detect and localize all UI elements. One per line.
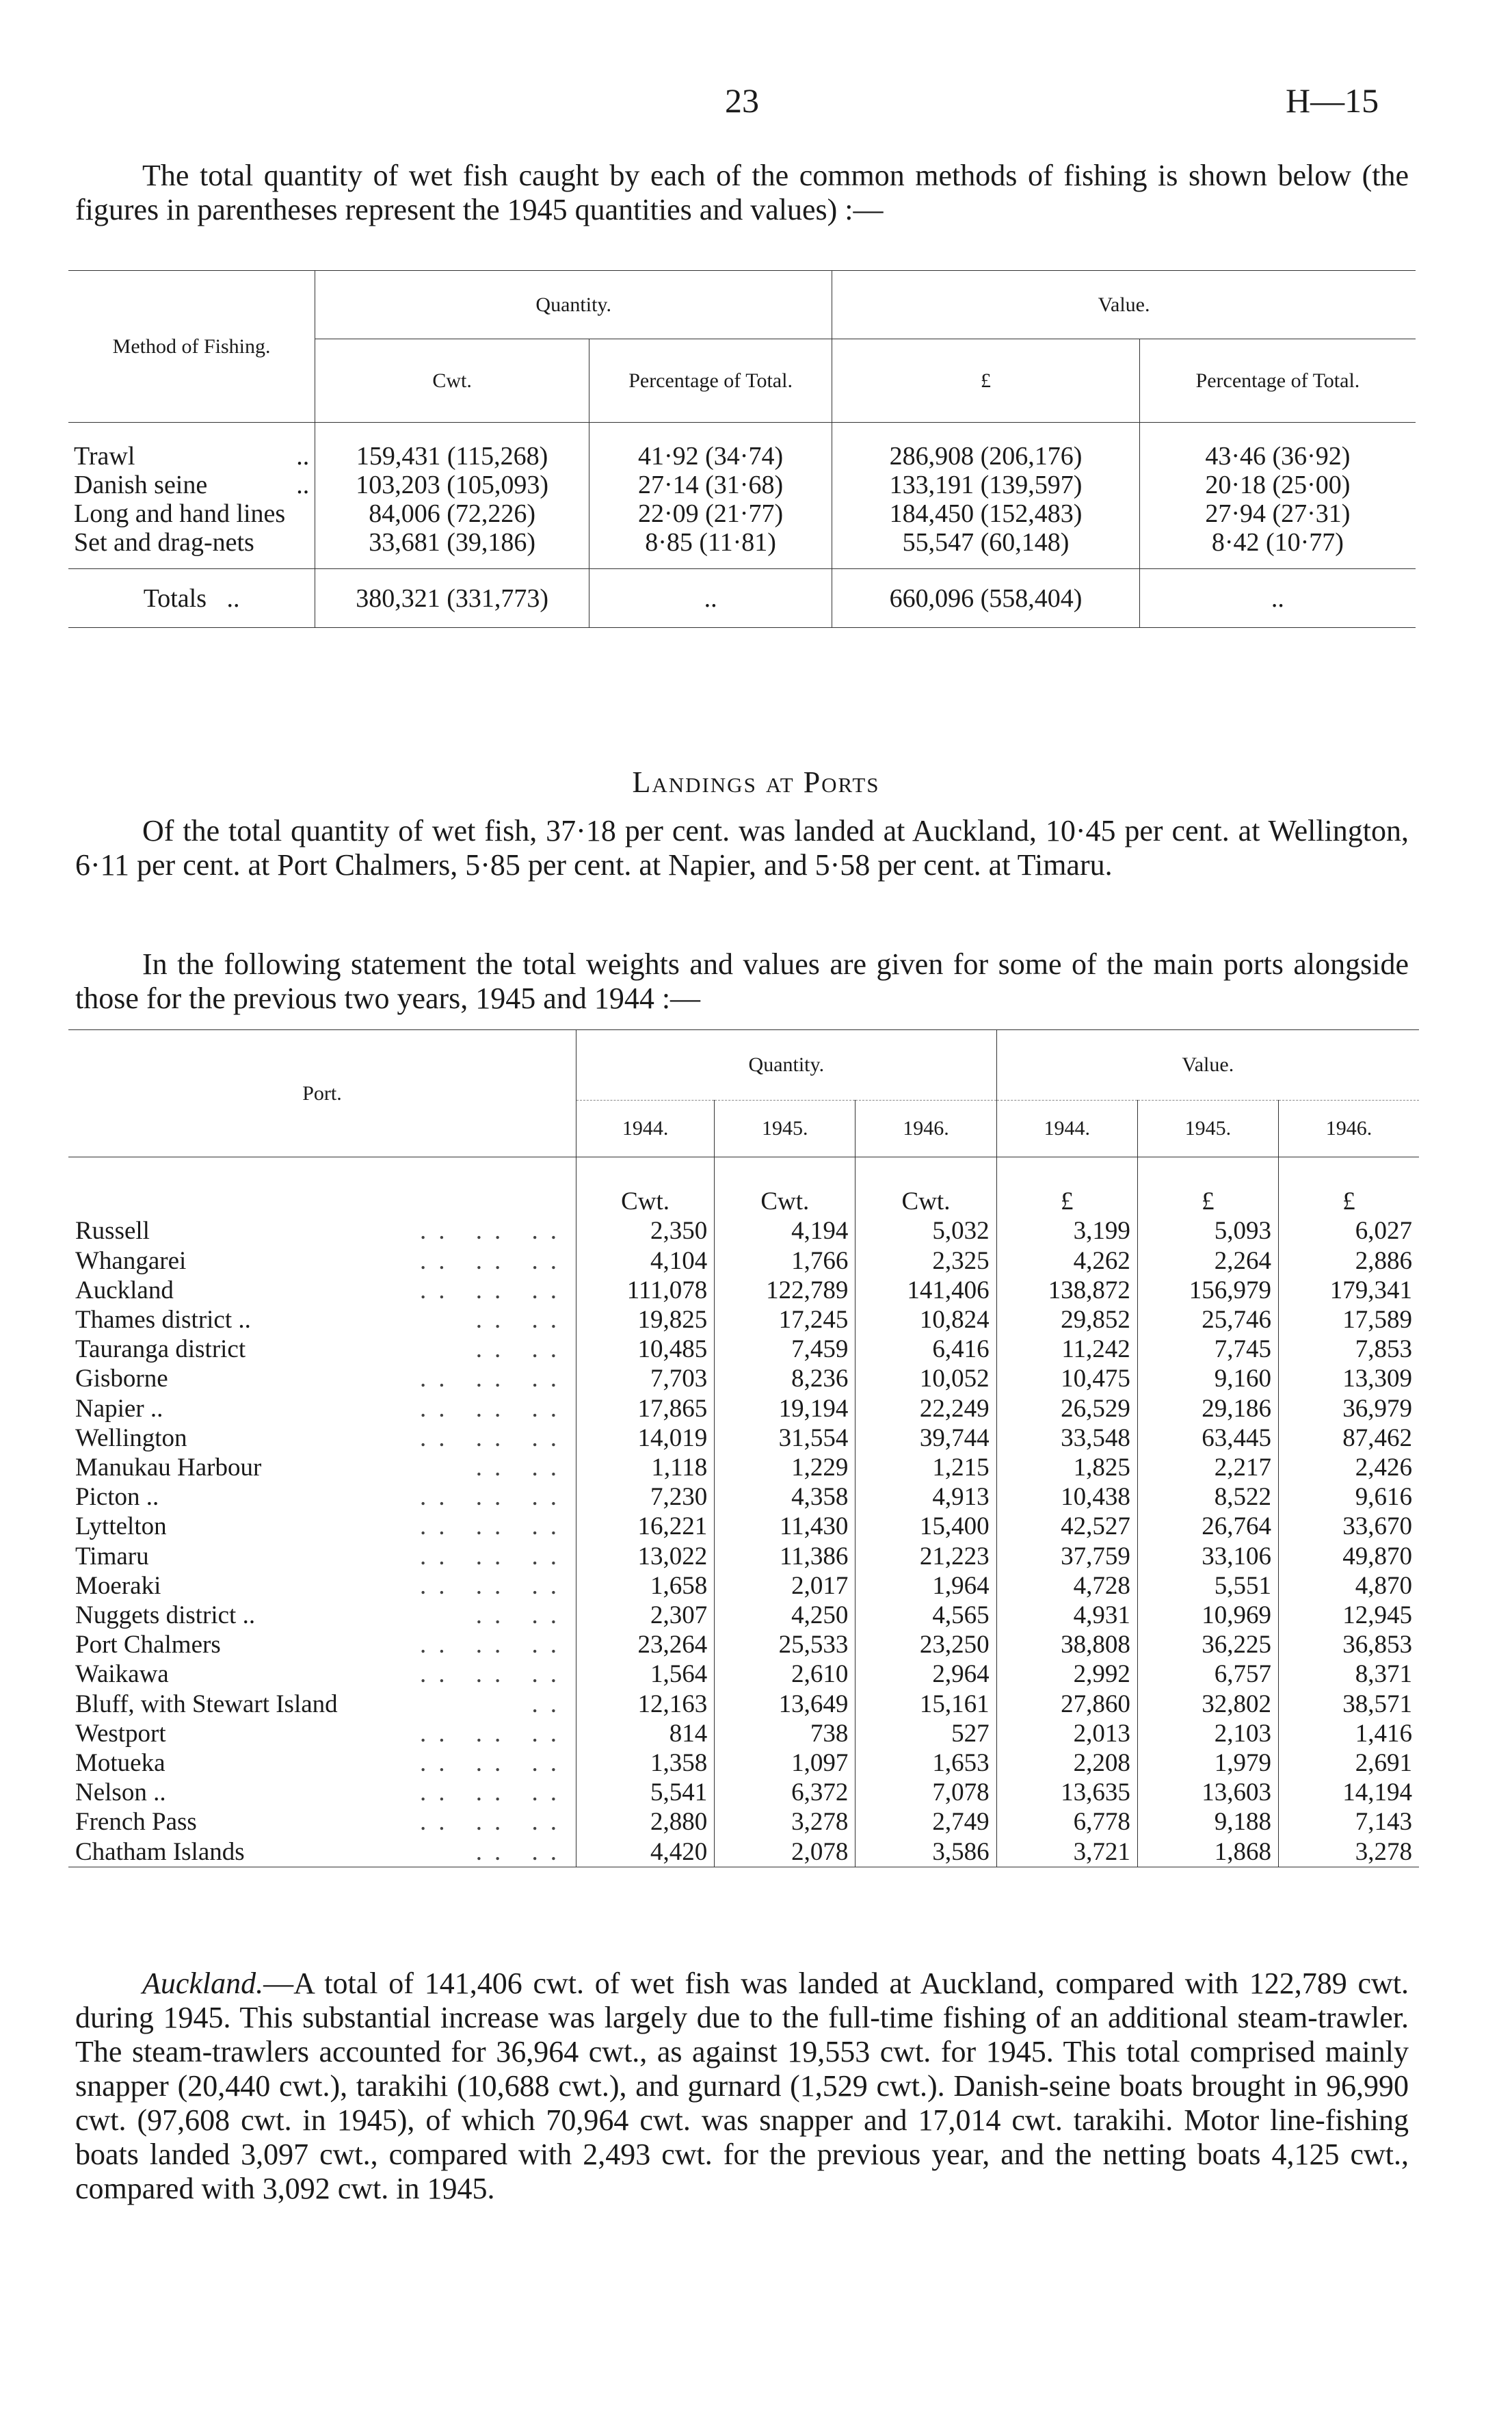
quantity-1944-cell: 5,541 <box>576 1778 715 1807</box>
document-code: H—15 <box>1286 81 1379 120</box>
value-1945-cell: 26,764 <box>1137 1512 1278 1541</box>
port-name: Gisborne <box>75 1365 168 1393</box>
quantity-1945-cell: 17,245 <box>715 1305 856 1335</box>
quantity-1946-cell: 3,586 <box>856 1837 996 1867</box>
port-name: Napier .. <box>75 1394 163 1423</box>
year-header: 1944. <box>996 1101 1137 1157</box>
port-row <box>68 1364 1419 1393</box>
intro-paragraph: The total quantity of wet fish caught by each of the common methods of fishing is shown below (the figures in parentheses represent the 1945 quantities and values) :— <box>75 159 1409 226</box>
value-1945-cell: 36,225 <box>1137 1630 1278 1659</box>
value-1946-cell: 12,945 <box>1342 1601 1412 1630</box>
quantity-1944-cell: 2,307 <box>576 1601 715 1630</box>
value-percentage-header: Percentage of Total. <box>1139 339 1416 423</box>
total-value-cell: 660,096 (558,404) <box>832 569 1140 628</box>
total-value-pct-cell: .. <box>1139 569 1416 628</box>
value-1946-cell: 14,194 <box>1342 1778 1412 1807</box>
quantity-1946-cell: 2,964 <box>856 1659 996 1689</box>
port-row <box>68 1246 1419 1276</box>
value-pct-cell: 8·42 (10·77) <box>1211 527 1344 557</box>
port-name-cell <box>68 1512 576 1541</box>
leader-dots: .. .. .. <box>420 1276 569 1304</box>
port-row <box>68 1748 1419 1778</box>
quantity-1944-cell: 1,358 <box>576 1748 715 1778</box>
value-1944-cell: 29,852 <box>996 1305 1137 1335</box>
quantity-1944-cell: 14,019 <box>576 1423 715 1453</box>
value-1946-cell: 179,341 <box>1329 1276 1412 1304</box>
leader-dots: .. .. .. <box>420 1423 569 1452</box>
port-name-cell <box>68 1216 576 1246</box>
quantity-1946-cell: 6,416 <box>856 1335 996 1364</box>
method-row <box>68 471 1416 499</box>
port-row <box>68 1659 1419 1689</box>
quantity-1945-cell: 8,236 <box>715 1364 856 1393</box>
port-row <box>68 1335 1419 1364</box>
leader-dots: .. .. .. <box>420 1571 569 1600</box>
value-1944-cell: 2,992 <box>996 1659 1137 1689</box>
quantity-1945-cell: 3,278 <box>715 1807 856 1837</box>
port-name: Picton .. <box>75 1483 159 1512</box>
port-row <box>68 1601 1419 1630</box>
quantity-1944-cell: 19,825 <box>576 1305 715 1335</box>
port-name: Wellington <box>75 1423 187 1452</box>
quantity-1946-cell: 4,565 <box>856 1601 996 1630</box>
port-name: Thames district .. <box>75 1306 251 1334</box>
value-1944-cell: 26,529 <box>996 1394 1137 1423</box>
port-name-cell <box>68 1837 576 1867</box>
value-1944-cell: 4,931 <box>996 1601 1137 1630</box>
statement-paragraph: In the following statement the total weights and values are given for some of the main ports alongside those for the previous two years, 1945 and 1944 :— <box>75 947 1409 1015</box>
value-1944-cell: 3,199 <box>996 1216 1137 1246</box>
value-1944-cell: 10,438 <box>996 1482 1137 1512</box>
value-1944-cell: 27,860 <box>996 1690 1137 1719</box>
leader-dots: .. <box>226 583 240 613</box>
value-1944-cell: 6,778 <box>996 1807 1137 1837</box>
quantity-1944-cell: 7,230 <box>576 1482 715 1512</box>
port-row <box>68 1571 1419 1601</box>
port-name-cell <box>68 1690 576 1719</box>
value-1946-cell: 6,027 <box>1355 1217 1412 1246</box>
auckland-text: —A total of 141,406 cwt. of wet fish was landed at Auckland, compared with 122,789 cwt. during 1945. This substantial increase was largely due to the full-time fishing of an additional steam-trawler. The steam-trawlers accounted for 36,964 cwt., as against 19,553 cwt. for 1945. This total comprised mainly snapper (20,440 cwt.), tarakihi (10,688 cwt.), and gurnard (1,529 cwt.). Danish-seine boats brought in 96,990 cwt. (97,608 cwt. in 1945), of which 70,964 cwt. was snapper and 17,014 cwt. tarakihi. Motor line-fishing boats landed 3,097 cwt., compared with 2,493 cwt. for the previous year, and the netting boats 4,125 cwt., compared with 3,092 cwt. in 1945. <box>75 1967 1409 2205</box>
landings-paragraph: Of the total quantity of wet fish, 37·18 per cent. was landed at Auckland, 10·45 per cent. at Wellington, 6·11 per cent. at Port Chalmers, 5·85 per cent. at Napier, and 5·58 per cent. at Timaru. <box>75 814 1409 882</box>
port-row <box>68 1690 1419 1719</box>
value-1944-cell: 4,728 <box>996 1571 1137 1601</box>
value-1944-cell: 4,262 <box>996 1246 1137 1276</box>
quantity-percentage-header: Percentage of Total. <box>589 339 832 423</box>
port-row <box>68 1719 1419 1748</box>
quantity-1946-cell: 5,032 <box>856 1216 996 1246</box>
port-name-cell <box>68 1482 576 1512</box>
unit-pound: £ <box>1137 1187 1278 1216</box>
value-1945-cell: 33,106 <box>1137 1542 1278 1571</box>
port-name-cell <box>68 1807 576 1837</box>
port-name: Waikawa <box>75 1660 169 1689</box>
year-header: 1946. <box>1279 1101 1419 1157</box>
quantity-1944-cell: 2,350 <box>576 1216 715 1246</box>
value-1946-cell: 2,426 <box>1355 1454 1412 1482</box>
quantity-1946-cell: 7,078 <box>856 1778 996 1807</box>
method-name: Danish seine <box>74 470 208 499</box>
unit-pound: £ <box>1342 1187 1355 1216</box>
quantity-1946-cell: 2,749 <box>856 1807 996 1837</box>
leader-dots: .. .. .. <box>420 1483 569 1512</box>
quantity-1944-cell: 1,658 <box>576 1571 715 1601</box>
value-1944-cell: 33,548 <box>996 1423 1137 1453</box>
quantity-1944-cell: 12,163 <box>576 1690 715 1719</box>
leader-dots: .. <box>296 441 310 471</box>
section-title: Landings at Ports <box>632 765 880 799</box>
value-1944-cell: 37,759 <box>996 1542 1137 1571</box>
value-pct-cell: 20·18 (25·00) <box>1205 470 1351 499</box>
port-row <box>68 1305 1419 1335</box>
value-1944-cell: 138,872 <box>996 1276 1137 1305</box>
value-1945-cell: 5,551 <box>1137 1571 1278 1601</box>
year-header: 1945. <box>1137 1101 1278 1157</box>
value-1944-cell: 2,013 <box>996 1719 1137 1748</box>
port-name-cell <box>68 1364 576 1393</box>
port-name: Tauranga district <box>75 1335 246 1364</box>
quantity-pct-cell: 8·85 (11·81) <box>589 528 832 557</box>
port-row <box>68 1837 1419 1867</box>
port-name-cell <box>68 1453 576 1482</box>
value-1945-cell: 7,745 <box>1137 1335 1278 1364</box>
quantity-1945-cell: 19,194 <box>715 1394 856 1423</box>
quantity-1945-cell: 25,533 <box>715 1630 856 1659</box>
value-1945-cell: 1,868 <box>1137 1837 1278 1867</box>
value-1946-cell: 36,853 <box>1342 1631 1412 1659</box>
value-1944-cell: 1,825 <box>996 1453 1137 1482</box>
quantity-1945-cell: 11,386 <box>715 1542 856 1571</box>
port-name-cell <box>68 1335 576 1364</box>
value-1945-cell: 5,093 <box>1137 1216 1278 1246</box>
unit-cwt: Cwt. <box>856 1187 996 1216</box>
pound-header: £ <box>832 339 1140 423</box>
quantity-1944-cell: 2,880 <box>576 1807 715 1837</box>
quantity-1944-cell: 111,078 <box>576 1276 715 1305</box>
port-name: Moeraki <box>75 1571 161 1600</box>
port-name: Timaru <box>75 1542 149 1571</box>
value-1945-cell: 9,160 <box>1137 1364 1278 1393</box>
quantity-1946-cell: 4,913 <box>856 1482 996 1512</box>
port-name: Motueka <box>75 1749 165 1778</box>
port-name: Nelson .. <box>75 1778 166 1807</box>
leader-dots: .. .. .. <box>420 1365 569 1393</box>
quantity-1944-cell: 16,221 <box>576 1512 715 1541</box>
port-row <box>68 1394 1419 1423</box>
quantity-1946-cell: 141,406 <box>856 1276 996 1305</box>
port-name-cell <box>68 1246 576 1276</box>
cwt-header: Cwt. <box>315 339 589 423</box>
port-name-cell <box>68 1601 576 1630</box>
value-1945-cell: 2,217 <box>1137 1453 1278 1482</box>
port-name-cell <box>68 1423 576 1453</box>
total-quantity-pct-cell: .. <box>589 569 832 628</box>
value-1945-cell: 2,103 <box>1137 1719 1278 1748</box>
unit-cwt: Cwt. <box>576 1187 715 1216</box>
auckland-lead: Auckland. <box>142 1967 264 2000</box>
leader-dots: .. .. .. <box>420 1660 569 1689</box>
value-pct-cell: 27·94 (27·31) <box>1205 499 1351 528</box>
port-name: Whangarei <box>75 1246 187 1275</box>
leader-dots: .. .. .. <box>420 1512 569 1541</box>
port-row <box>68 1423 1419 1453</box>
method-name: Trawl <box>74 441 135 471</box>
port-name: Port Chalmers <box>75 1631 221 1659</box>
value-1946-cell: 7,853 <box>1355 1335 1412 1364</box>
leader-dots: .. .. .. <box>420 1217 569 1246</box>
port-name: Auckland <box>75 1276 174 1304</box>
quantity-1946-cell: 10,052 <box>856 1364 996 1393</box>
quantity-1944-cell: 10,485 <box>576 1335 715 1364</box>
cwt-cell: 84,006 (72,226) <box>315 499 589 528</box>
port-name-cell <box>68 1571 576 1601</box>
value-cell: 133,191 (139,597) <box>832 471 1140 499</box>
leader-dots: .. .. <box>475 1837 569 1866</box>
leader-dots: .. <box>531 1690 569 1718</box>
value-cell: 184,450 (152,483) <box>832 499 1140 528</box>
quantity-1945-cell: 2,610 <box>715 1659 856 1689</box>
fishing-methods-table <box>68 270 1416 628</box>
quantity-1946-cell: 527 <box>856 1719 996 1748</box>
quantity-1945-cell: 31,554 <box>715 1423 856 1453</box>
unit-pound: £ <box>996 1187 1137 1216</box>
unit-cwt: Cwt. <box>715 1187 856 1216</box>
quantity-1946-cell: 21,223 <box>856 1542 996 1571</box>
port-name-cell <box>68 1276 576 1305</box>
quantity-1944-cell: 7,703 <box>576 1364 715 1393</box>
leader-dots: .. <box>296 470 310 499</box>
port-name-cell <box>68 1305 576 1335</box>
quantity-1945-cell: 13,649 <box>715 1690 856 1719</box>
port-name: Nuggets district .. <box>75 1601 256 1630</box>
value-1944-cell: 42,527 <box>996 1512 1137 1541</box>
totals-label: Totals <box>143 583 207 613</box>
quantity-1946-cell: 23,250 <box>856 1630 996 1659</box>
method-row <box>68 442 1416 471</box>
value-1946-cell: 13,309 <box>1342 1365 1412 1393</box>
page-header <box>0 81 1512 122</box>
value-1944-cell: 11,242 <box>996 1335 1137 1364</box>
total-cwt-cell: 380,321 (331,773) <box>315 569 589 628</box>
quantity-1944-cell: 1,118 <box>576 1453 715 1482</box>
quantity-1945-cell: 1,766 <box>715 1246 856 1276</box>
value-1944-cell: 13,635 <box>996 1778 1137 1807</box>
value-1945-cell: 2,264 <box>1137 1246 1278 1276</box>
value-1945-cell: 156,979 <box>1137 1276 1278 1305</box>
leader-dots: .. .. <box>475 1454 569 1482</box>
quantity-1945-cell: 6,372 <box>715 1778 856 1807</box>
year-header: 1945. <box>715 1101 856 1157</box>
quantity-1945-cell: 4,194 <box>715 1216 856 1246</box>
leader-dots: .. .. .. <box>420 1808 569 1837</box>
quantity-1944-cell: 13,022 <box>576 1542 715 1571</box>
leader-dots: .. .. .. <box>420 1631 569 1659</box>
value-pct-cell: 43·46 (36·92) <box>1205 441 1351 471</box>
value-header: Value. <box>996 1030 1419 1101</box>
port-row <box>68 1542 1419 1571</box>
quantity-1944-cell: 814 <box>576 1719 715 1748</box>
quantity-1945-cell: 122,789 <box>715 1276 856 1305</box>
leader-dots: .. .. .. <box>420 1394 569 1423</box>
port-name-cell <box>68 1542 576 1571</box>
port-row <box>68 1630 1419 1659</box>
value-1946-cell: 2,691 <box>1355 1749 1412 1778</box>
port-name: Manukau Harbour <box>75 1454 262 1482</box>
port-row <box>68 1216 1419 1246</box>
port-name: Bluff, with Stewart Island <box>75 1690 338 1718</box>
quantity-pct-cell: 27·14 (31·68) <box>589 471 832 499</box>
value-1945-cell: 13,603 <box>1137 1778 1278 1807</box>
quantity-1944-cell: 17,865 <box>576 1394 715 1423</box>
method-name: Long and hand lines <box>68 499 315 528</box>
leader-dots: .. .. <box>475 1601 569 1630</box>
quantity-1945-cell: 1,097 <box>715 1748 856 1778</box>
value-1945-cell: 25,746 <box>1137 1305 1278 1335</box>
value-1944-cell: 10,475 <box>996 1364 1137 1393</box>
quantity-1946-cell: 15,161 <box>856 1690 996 1719</box>
leader-dots: .. .. .. <box>420 1542 569 1571</box>
quantity-header: Quantity. <box>315 271 832 339</box>
quantity-1946-cell: 10,824 <box>856 1305 996 1335</box>
value-1946-cell: 38,571 <box>1342 1690 1412 1718</box>
quantity-1946-cell: 2,325 <box>856 1246 996 1276</box>
quantity-header: Quantity. <box>576 1030 997 1101</box>
port-row <box>68 1807 1419 1837</box>
quantity-1944-cell: 4,420 <box>576 1837 715 1867</box>
year-header: 1944. <box>576 1101 715 1157</box>
quantity-1945-cell: 738 <box>715 1719 856 1748</box>
value-1944-cell: 3,721 <box>996 1837 1137 1867</box>
port-name-cell <box>68 1394 576 1423</box>
quantity-1944-cell: 1,564 <box>576 1659 715 1689</box>
value-1946-cell: 49,870 <box>1342 1542 1412 1571</box>
value-1946-cell: 9,616 <box>1355 1483 1412 1512</box>
quantity-1945-cell: 2,078 <box>715 1837 856 1867</box>
value-1945-cell: 1,979 <box>1137 1748 1278 1778</box>
value-1946-cell: 4,870 <box>1355 1571 1412 1600</box>
quantity-1946-cell: 22,249 <box>856 1394 996 1423</box>
ports-table <box>68 1029 1419 1867</box>
quantity-pct-cell: 22·09 (21·77) <box>589 499 832 528</box>
method-name: Set and drag-nets <box>68 528 315 557</box>
port-name: French Pass <box>75 1808 197 1837</box>
value-1945-cell: 8,522 <box>1137 1482 1278 1512</box>
quantity-1946-cell: 39,744 <box>856 1423 996 1453</box>
quantity-1945-cell: 11,430 <box>715 1512 856 1541</box>
port-row <box>68 1512 1419 1541</box>
leader-dots: .. .. <box>475 1306 569 1334</box>
value-1946-cell: 1,416 <box>1355 1719 1412 1748</box>
value-1945-cell: 32,802 <box>1137 1690 1278 1719</box>
port-row <box>68 1276 1419 1305</box>
value-1945-cell: 63,445 <box>1137 1423 1278 1453</box>
quantity-1946-cell: 1,215 <box>856 1453 996 1482</box>
quantity-pct-cell: 41·92 (34·74) <box>589 442 832 471</box>
auckland-paragraph <box>75 1967 1409 2206</box>
value-1945-cell: 9,188 <box>1137 1807 1278 1837</box>
port-name-cell <box>68 1719 576 1748</box>
port-name-cell <box>68 1630 576 1659</box>
port-name-cell <box>68 1659 576 1689</box>
method-row <box>68 499 1416 528</box>
value-1945-cell: 10,969 <box>1137 1601 1278 1630</box>
year-header: 1946. <box>856 1101 996 1157</box>
port-name: Westport <box>75 1719 166 1748</box>
quantity-1946-cell: 1,653 <box>856 1748 996 1778</box>
port-row <box>68 1482 1419 1512</box>
port-row <box>68 1453 1419 1482</box>
port-name: Russell <box>75 1217 150 1246</box>
quantity-1945-cell: 4,358 <box>715 1482 856 1512</box>
value-1944-cell: 38,808 <box>996 1630 1137 1659</box>
page-number: 23 <box>725 81 759 120</box>
port-row <box>68 1778 1419 1807</box>
totals-row <box>68 569 1416 628</box>
leader-dots: .. .. <box>475 1335 569 1364</box>
cwt-cell: 159,431 (115,268) <box>315 442 589 471</box>
value-1946-cell: 8,371 <box>1355 1660 1412 1689</box>
leader-dots: .. .. .. <box>420 1246 569 1275</box>
value-1944-cell: 2,208 <box>996 1748 1137 1778</box>
quantity-1945-cell: 1,229 <box>715 1453 856 1482</box>
units-row <box>68 1187 1419 1216</box>
value-1946-cell: 87,462 <box>1342 1423 1412 1452</box>
port-header: Port. <box>68 1030 576 1157</box>
method-row <box>68 528 1416 557</box>
quantity-1944-cell: 23,264 <box>576 1630 715 1659</box>
quantity-1945-cell: 7,459 <box>715 1335 856 1364</box>
port-name: Lyttelton <box>75 1512 167 1541</box>
value-1945-cell: 6,757 <box>1137 1659 1278 1689</box>
port-name: Chatham Islands <box>75 1837 245 1866</box>
quantity-1946-cell: 15,400 <box>856 1512 996 1541</box>
leader-dots: .. .. .. <box>420 1719 569 1748</box>
value-header: Value. <box>832 271 1416 339</box>
value-1945-cell: 29,186 <box>1137 1394 1278 1423</box>
value-1946-cell: 2,886 <box>1355 1246 1412 1275</box>
value-1946-cell: 7,143 <box>1355 1808 1412 1837</box>
port-name-cell <box>68 1748 576 1778</box>
leader-dots: .. .. .. <box>420 1749 569 1778</box>
value-1946-cell: 3,278 <box>1279 1837 1419 1867</box>
quantity-1945-cell: 4,250 <box>715 1601 856 1630</box>
quantity-1944-cell: 4,104 <box>576 1246 715 1276</box>
value-cell: 286,908 (206,176) <box>832 442 1140 471</box>
value-cell: 55,547 (60,148) <box>832 528 1140 557</box>
value-1946-cell: 36,979 <box>1342 1394 1412 1423</box>
value-1946-cell: 33,670 <box>1342 1512 1412 1541</box>
leader-dots: .. .. .. <box>420 1778 569 1807</box>
cwt-cell: 33,681 (39,186) <box>315 528 589 557</box>
value-1946-cell: 17,589 <box>1342 1306 1412 1334</box>
method-header: Method of Fishing. <box>68 271 315 423</box>
quantity-1946-cell: 1,964 <box>856 1571 996 1601</box>
cwt-cell: 103,203 (105,093) <box>315 471 589 499</box>
quantity-1945-cell: 2,017 <box>715 1571 856 1601</box>
port-name-cell <box>68 1778 576 1807</box>
